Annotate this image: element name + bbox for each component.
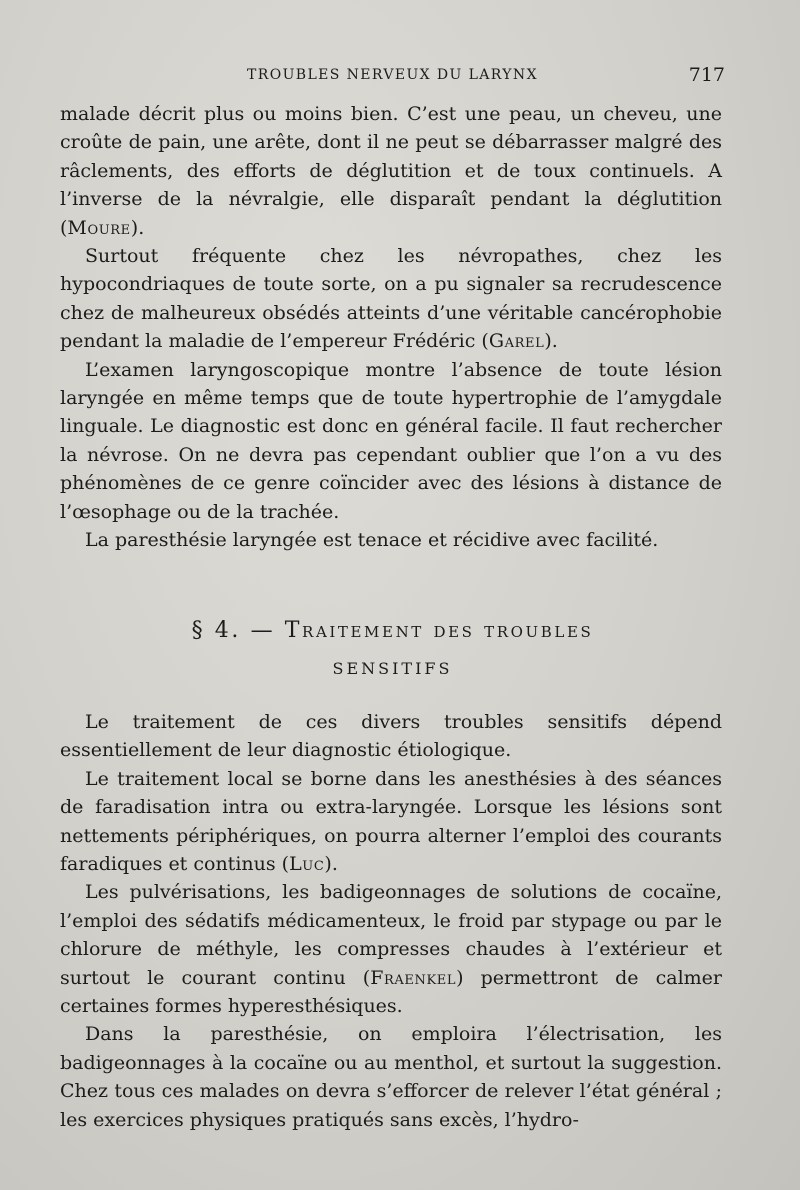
paragraph-text: malade décrit plus ou moins bien. C’est une peau, un cheveu, une croûte de pain, une arête, dont il ne peut se débarrasser malgré des râclements, des efforts de déglutition et de toux continuels. A l’inverse de la névralgie, elle disparaît pendant la déglutition ( — [60, 103, 722, 239]
text-block-lower — [60, 708, 722, 1134]
paragraph-hypochondriacs — [60, 242, 722, 356]
running-title: TROUBLES NERVEUX DU LARYNX — [247, 67, 538, 83]
running-header — [60, 62, 725, 88]
page-number: 717 — [688, 64, 725, 86]
section-dash: — — [250, 618, 276, 643]
section-heading — [60, 612, 725, 686]
paragraph-treatment-intro: Le traitement de ces divers troubles sensitifs dépend essentiellement de leur diagnostic étiologique. — [60, 711, 722, 762]
paragraph-laryngoscopy: L’examen laryngoscopique montre l’absence de toute lésion laryngée en même temps que de toute hypertrophie de l’amygdale linguale. Le diagnostic est donc en général facile. Il faut rechercher la névrose. On ne devra pas cependant oublier que l’on a vu des phénomènes de ce genre coïncider avec des lésions à distance de l’œsophage ou de la trachée. — [60, 358, 722, 523]
paragraph-text: Surtout fréquente chez les névropathes, chez les hypocondriaques de toute sorte, on a pu signaler sa recrudescence chez de malheureux obsédés atteints d’une véritable cancérophobie pendant la maladie de l’empereur Frédéric ( — [60, 245, 722, 353]
paragraph-text: Le traitement local se borne dans les anesthésies à des séances de faradisation intra ou extra-laryngée. Lorsque les lésions sont nettements périphériques, on pourra alterner l’emploi des courants faradiques et continus ( — [60, 767, 722, 876]
section-title: Traitement des troubles — [284, 618, 594, 643]
section-number: § 4. — [191, 618, 241, 643]
paragraph-end: ). — [544, 330, 558, 353]
paragraph-paresthesia-treatment: Dans la paresthésie, on emploira l’électrisation, les badigeonnages à la cocaïne ou au menthol, et surtout la suggestion. Chez tous ces malades on devra s’efforcer de relever l’état général ; les exercices physiques pratiqués sans excès, l’hydro- — [60, 1023, 722, 1131]
paragraph-end: ). — [130, 216, 145, 239]
paragraph-local-treatment — [60, 765, 722, 879]
author-citation-moure: Moure — [67, 216, 131, 239]
paragraph-paresthesia-tenacity: La paresthésie laryngée est tenace et récidive avec facilité. — [85, 529, 659, 552]
author-citation-luc: Luc — [289, 853, 325, 876]
paragraph-text: Les pulvérisations, les badigeonnages de solutions de cocaïne, l’emploi des sédatifs médicamenteux, le froid par stypage ou par le chlorure de méthyle, les compresses chaudes à l’extérieur et surtout le courant continu ( — [60, 881, 722, 989]
paragraph-end: ) permettront de calmer certaines formes hyperesthésiques. — [60, 966, 722, 1018]
author-citation-fraenkel: Fraenkel — [370, 966, 457, 989]
section-heading-line-1 — [60, 612, 725, 650]
author-citation-garel: Garel — [488, 330, 545, 353]
section-heading-line-2: SENSITIFS — [332, 659, 453, 678]
paragraph-pulverisations — [60, 878, 722, 1020]
text-block-upper — [60, 100, 722, 555]
paragraph-end: ). — [324, 853, 338, 876]
paragraph-continuation — [60, 100, 722, 242]
